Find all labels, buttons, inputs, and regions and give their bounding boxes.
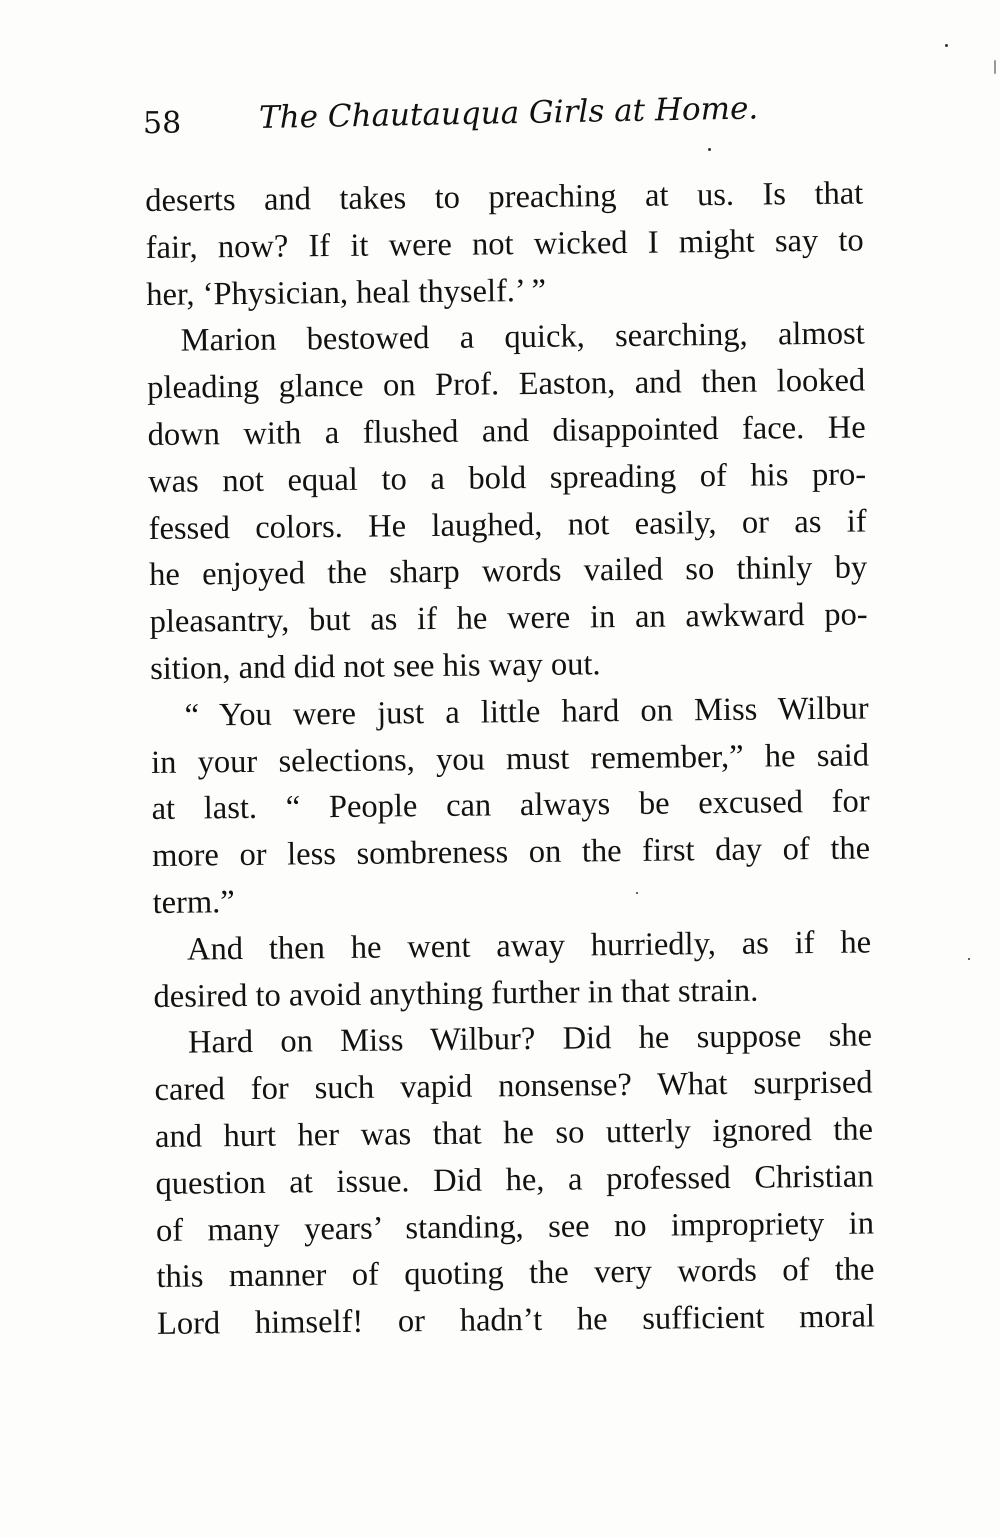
scan-speck — [994, 60, 996, 74]
text-line: deserts and takes to preaching at us. Is that — [145, 175, 864, 219]
scan-speck — [968, 958, 970, 960]
text-line: Hard on Miss Wilbur? Did he suppose she — [187, 1017, 873, 1061]
text-line: her, ‘Physician, heal thyself.’ ” — [146, 272, 547, 313]
running-head — [143, 90, 763, 150]
text-line: at last. “ People can always be excused for — [151, 783, 870, 828]
running-title: The Chautauqua Girls at Home. — [258, 90, 759, 136]
text-line: sition, and did not see his way out. — [149, 646, 601, 687]
text-line: down with a flushed and disappointed face. He — [147, 409, 866, 453]
text-line: fair, now? If it were not wicked I might say to — [145, 222, 864, 266]
text-line: and hurt her was that he so utterly ignored the — [154, 1111, 874, 1155]
text-line: fessed colors. He laughed, not easily, or as if — [148, 503, 867, 547]
text-line: was not equal to a bold spreading of his pro- — [147, 456, 867, 500]
text-line: cared for such vapid nonsense? What surprised — [154, 1064, 873, 1109]
scan-speck — [945, 44, 948, 47]
scan-speck — [636, 892, 638, 894]
text-line: Marion bestowed a quick, searching, almost — [180, 315, 865, 360]
text-line: this manner of quoting the very words of the — [156, 1251, 875, 1296]
text-line: “ You were just a little hard on Miss Wilbur — [184, 690, 869, 734]
body-text — [145, 170, 875, 1347]
text-line: pleasantry, but as if he were in an awkward po- — [149, 596, 868, 641]
text-line: term.” — [152, 884, 235, 921]
text-line: question at issue. Did he, a professed Christian — [155, 1158, 874, 1202]
text-line: desired to avoid anything further in that strain. — [153, 972, 759, 1015]
scan-speck — [708, 148, 711, 151]
text-line: Lord himself! or hadn’t he sufficient moral — [156, 1298, 876, 1343]
text-line: in your selections, you must remember,” he said — [150, 737, 870, 781]
text-line: he enjoyed the sharp words vailed so thinly by — [148, 549, 868, 594]
text-line: And then he went away hurriedly, as if he — [186, 924, 872, 968]
text-line: more or less sombreness on the first day of the — [151, 830, 871, 875]
text-line: of many years’ standing, see no impropriety in — [155, 1204, 875, 1249]
text-line: pleading glance on Prof. Easton, and then looked — [147, 362, 866, 407]
page-number: 58 — [143, 106, 182, 141]
